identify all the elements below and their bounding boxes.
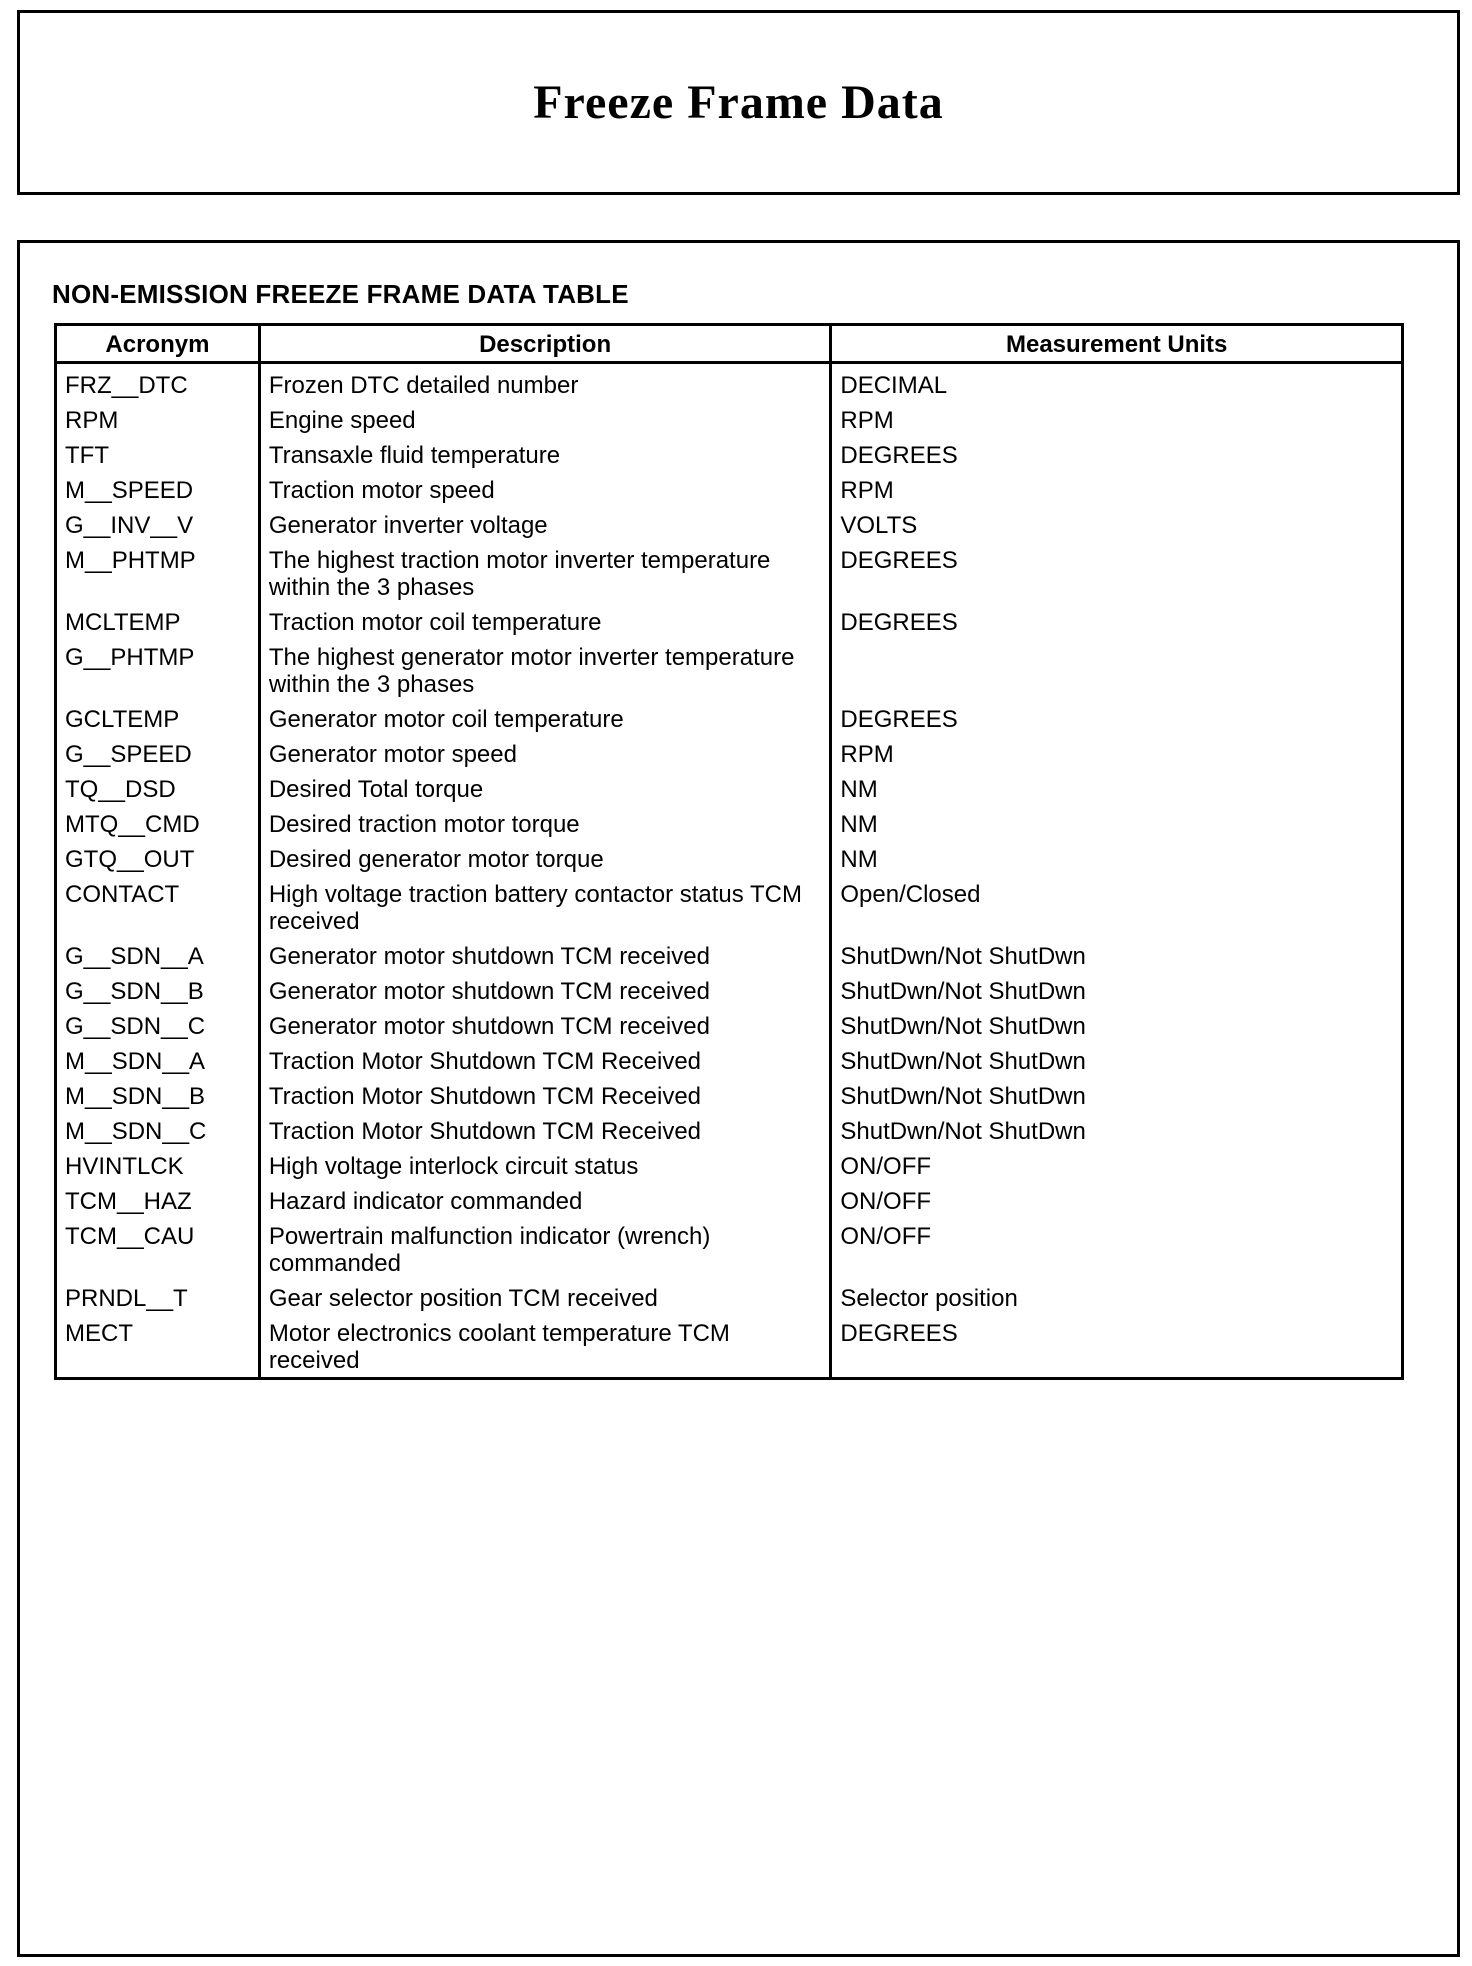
description-cell: Generator motor coil temperature [259,701,831,736]
description-cell: Gear selector position TCM received [259,1280,831,1315]
description-cell: Generator motor speed [259,736,831,771]
table-row [56,1218,1403,1280]
acronym-cell: GTQ__OUT [56,841,260,876]
acronym-cell: G__INV__V [56,507,260,542]
acronym-cell: GCLTEMP [56,701,260,736]
table-row [56,736,1403,771]
description-cell: High voltage traction battery contactor status TCM received [259,876,831,938]
description-cell: Generator motor shutdown TCM received [259,1008,831,1043]
column-header-description: Description [259,325,831,363]
table-row [56,604,1403,639]
description-cell: Traction motor speed [259,472,831,507]
measurement-units-cell: ShutDwn/Not ShutDwn [831,973,1403,1008]
measurement-units-cell: ON/OFF [831,1148,1403,1183]
acronym-cell: PRNDL__T [56,1280,260,1315]
acronym-cell: HVINTLCK [56,1148,260,1183]
description-cell: Generator motor shutdown TCM received [259,973,831,1008]
acronym-cell: TCM__CAU [56,1218,260,1280]
table-row [56,806,1403,841]
content-box [17,240,1460,1957]
measurement-units-cell: NM [831,771,1403,806]
acronym-cell: G__SDN__A [56,938,260,973]
freeze-frame-table [54,323,1404,1380]
measurement-units-cell: RPM [831,472,1403,507]
column-header-acronym: Acronym [56,325,260,363]
acronym-cell: G__SPEED [56,736,260,771]
acronym-cell: MECT [56,1315,260,1379]
acronym-cell: M__SDN__B [56,1078,260,1113]
table-row [56,402,1403,437]
measurement-units-cell: ShutDwn/Not ShutDwn [831,938,1403,973]
table-row [56,1280,1403,1315]
acronym-cell: TCM__HAZ [56,1183,260,1218]
table-row [56,1148,1403,1183]
table-row [56,876,1403,938]
description-cell: Generator motor shutdown TCM received [259,938,831,973]
measurement-units-cell: ShutDwn/Not ShutDwn [831,1078,1403,1113]
table-row [56,1183,1403,1218]
page-title: Freeze Frame Data [533,76,944,129]
table-body [56,363,1403,1379]
title-box [17,10,1460,195]
description-cell: The highest traction motor inverter temperature within the 3 phases [259,542,831,604]
description-cell: Traction motor coil temperature [259,604,831,639]
table-row [56,973,1403,1008]
measurement-units-cell: RPM [831,736,1403,771]
measurement-units-cell: DEGREES [831,1315,1403,1379]
acronym-cell: G__SDN__B [56,973,260,1008]
table-row [56,701,1403,736]
table-row [56,1113,1403,1148]
description-cell: Engine speed [259,402,831,437]
acronym-cell: CONTACT [56,876,260,938]
measurement-units-cell: VOLTS [831,507,1403,542]
table-row [56,1043,1403,1078]
table-row [56,542,1403,604]
table-row [56,437,1403,472]
measurement-units-cell [831,639,1403,701]
measurement-units-cell: NM [831,841,1403,876]
description-cell: Transaxle fluid temperature [259,437,831,472]
measurement-units-cell: ON/OFF [831,1218,1403,1280]
table-row [56,1078,1403,1113]
description-cell: Hazard indicator commanded [259,1183,831,1218]
acronym-cell: M__PHTMP [56,542,260,604]
description-cell: Traction Motor Shutdown TCM Received [259,1113,831,1148]
measurement-units-cell: NM [831,806,1403,841]
description-cell: Traction Motor Shutdown TCM Received [259,1043,831,1078]
table-row [56,841,1403,876]
description-cell: The highest generator motor inverter temperature within the 3 phases [259,639,831,701]
measurement-units-cell: DEGREES [831,604,1403,639]
measurement-units-cell: Selector position [831,1280,1403,1315]
table-row [56,507,1403,542]
measurement-units-cell: ON/OFF [831,1183,1403,1218]
acronym-cell: M__SDN__A [56,1043,260,1078]
table-row [56,472,1403,507]
acronym-cell: TQ__DSD [56,771,260,806]
table-row [56,771,1403,806]
description-cell: High voltage interlock circuit status [259,1148,831,1183]
table-row [56,1008,1403,1043]
measurement-units-cell: ShutDwn/Not ShutDwn [831,1008,1403,1043]
table-row [56,1315,1403,1379]
measurement-units-cell: ShutDwn/Not ShutDwn [831,1043,1403,1078]
acronym-cell: TFT [56,437,260,472]
table-row [56,938,1403,973]
acronym-cell: G__SDN__C [56,1008,260,1043]
description-cell: Generator inverter voltage [259,507,831,542]
description-cell: Desired generator motor torque [259,841,831,876]
measurement-units-cell: DEGREES [831,542,1403,604]
description-cell: Powertrain malfunction indicator (wrench) commanded [259,1218,831,1280]
measurement-units-cell: ShutDwn/Not ShutDwn [831,1113,1403,1148]
table-title: NON-EMISSION FREEZE FRAME DATA TABLE [52,279,629,309]
acronym-cell: RPM [56,402,260,437]
description-cell: Desired traction motor torque [259,806,831,841]
acronym-cell: FRZ__DTC [56,363,260,403]
description-cell: Motor electronics coolant temperature TCM received [259,1315,831,1379]
measurement-units-cell: DEGREES [831,701,1403,736]
acronym-cell: M__SDN__C [56,1113,260,1148]
description-cell: Frozen DTC detailed number [259,363,831,403]
measurement-units-cell: DEGREES [831,437,1403,472]
acronym-cell: MTQ__CMD [56,806,260,841]
acronym-cell: G__PHTMP [56,639,260,701]
table-row [56,639,1403,701]
table-row [56,363,1403,403]
measurement-units-cell: DECIMAL [831,363,1403,403]
column-header-measurement-units: Measurement Units [831,325,1403,363]
acronym-cell: M__SPEED [56,472,260,507]
measurement-units-cell: RPM [831,402,1403,437]
table-header-row [56,325,1403,363]
measurement-units-cell: Open/Closed [831,876,1403,938]
description-cell: Traction Motor Shutdown TCM Received [259,1078,831,1113]
description-cell: Desired Total torque [259,771,831,806]
acronym-cell: MCLTEMP [56,604,260,639]
